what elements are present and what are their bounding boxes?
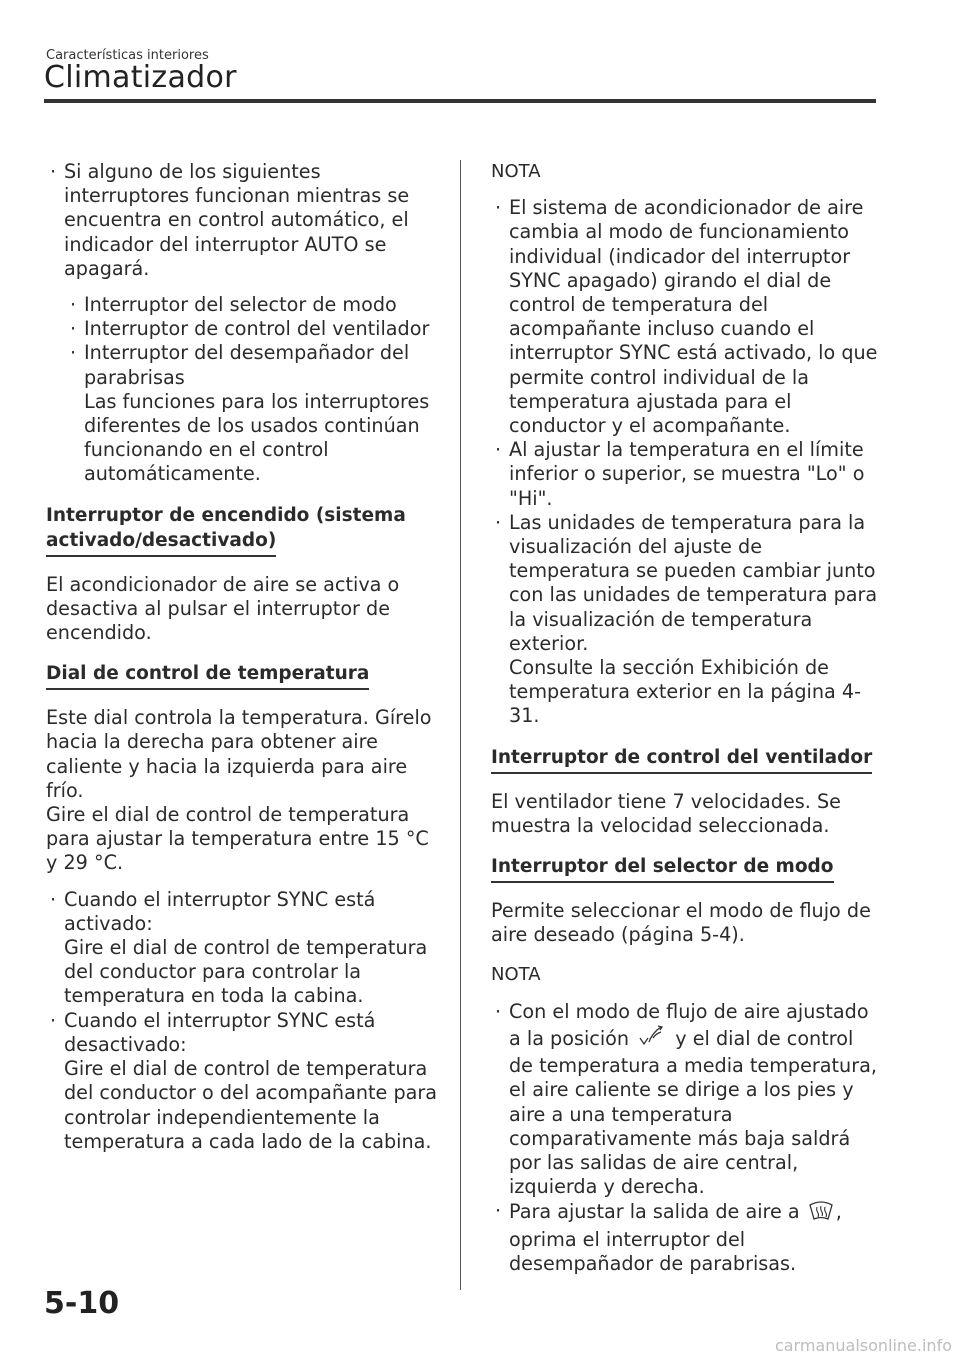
nota-label-1: NOTA <box>491 161 541 182</box>
nota-2-item-flow: · Con el modo de flujo de aire ajustado a la posición y el dial de control de temperatura a media temperatura, el aire caliente se dirige a los pies y aire a una temperatura comparativamente más baja saldrá por las salidas de aire central, izquierda y derecha. <box>491 1000 881 1200</box>
column-divider <box>460 160 461 1290</box>
temp-text-2: Gire el dial de control de temperatura para ajustar la temperatura entre 15 °C y 29 °C. <box>46 803 429 875</box>
mode-heading: Interruptor del selector de modo <box>491 855 834 883</box>
bi-level-floor-icon <box>637 1024 667 1054</box>
power-text: El acondicionador de aire se activa o desactiva al pulsar el interruptor de encendido. <box>46 572 400 645</box>
sync-off-bullet: · Cuando el interruptor SYNC está desactivado: Gire el dial de control de temperatura del conductor o del acompañante para controlar independientemente la temperatura a cada lado de la cabina. <box>46 1009 446 1154</box>
sub-note: Las funciones para los interruptores diferentes de los usados continúan funcionando en el control automáticamente. <box>84 389 430 486</box>
nota-label-2: NOTA <box>491 964 541 986</box>
sub-item-defroster: · Interruptor del desempañador del parabrisas <box>66 341 446 389</box>
page-number: 5-10 <box>44 1286 120 1321</box>
fan-text: El ventilador tiene 7 velocidades. Se muestra la velocidad seleccionada. <box>491 789 841 837</box>
right-column <box>491 160 881 1276</box>
temp-text-1: Este dial controla la temperatura. Gírelo hacia la derecha para obtener aire caliente y hacia la izquierda para aire frío. <box>46 706 432 802</box>
sub-item-mode: · Interruptor del selector de modo <box>66 293 446 317</box>
nota-1-item-sync: · El sistema de acondicionador de aire cambia al modo de funcionamiento individual (indicador del interruptor SYNC apagado) girando el dial de control de temperatura del acompañante incluso cuando el interruptor SYNC está activado, lo que permite control individual de la temperatura ajustada para el conductor y el acompañante. <box>491 196 881 438</box>
temp-heading: Dial de control de temperatura <box>46 662 369 690</box>
left-column <box>46 160 446 1154</box>
sub-item-fan: · Interruptor de control del ventilador <box>66 317 446 341</box>
section-label: Características interiores <box>46 48 209 63</box>
fan-heading: Interruptor de control del ventilador <box>491 746 872 774</box>
header-rule <box>44 99 876 103</box>
nota-1-item-units: · Las unidades de temperatura para la visualización del ajuste de temperatura se pueden cambiar junto con las unidades de temperatura para la visualización de temperatura exterior. Consulte la sección Exhibición de temperatura exterior en la página 4-31. <box>491 511 881 729</box>
windshield-defroster-icon <box>808 1199 834 1227</box>
sync-on-bullet: · Cuando el interruptor SYNC está activado: Gire el dial de control de temperatura del conductor para controlar la temperatura en toda la cabina. <box>46 888 446 1009</box>
nota-1-item-limits: · Al ajustar la temperatura en el límite inferior o superior, se muestra "Lo" o "Hi". <box>491 438 881 511</box>
power-heading: Interruptor de encendido (sistema activado/desactivado) <box>46 503 446 557</box>
page-title: Climatizador <box>44 60 237 95</box>
watermark: carmanualsonline.info <box>774 1336 952 1355</box>
mode-text: Permite seleccionar el modo de flujo de aire deseado (página 5-4). <box>491 899 871 947</box>
auto-off-bullet: · Si alguno de los siguientes interruptores funcionan mientras se encuentra en control automático, el indicador del interruptor AUTO se apagará. <box>46 160 446 281</box>
nota-2-item-defrost: · Para ajustar la salida de aire a , oprima el interruptor del desempañador de parabrisas. <box>491 1199 881 1276</box>
